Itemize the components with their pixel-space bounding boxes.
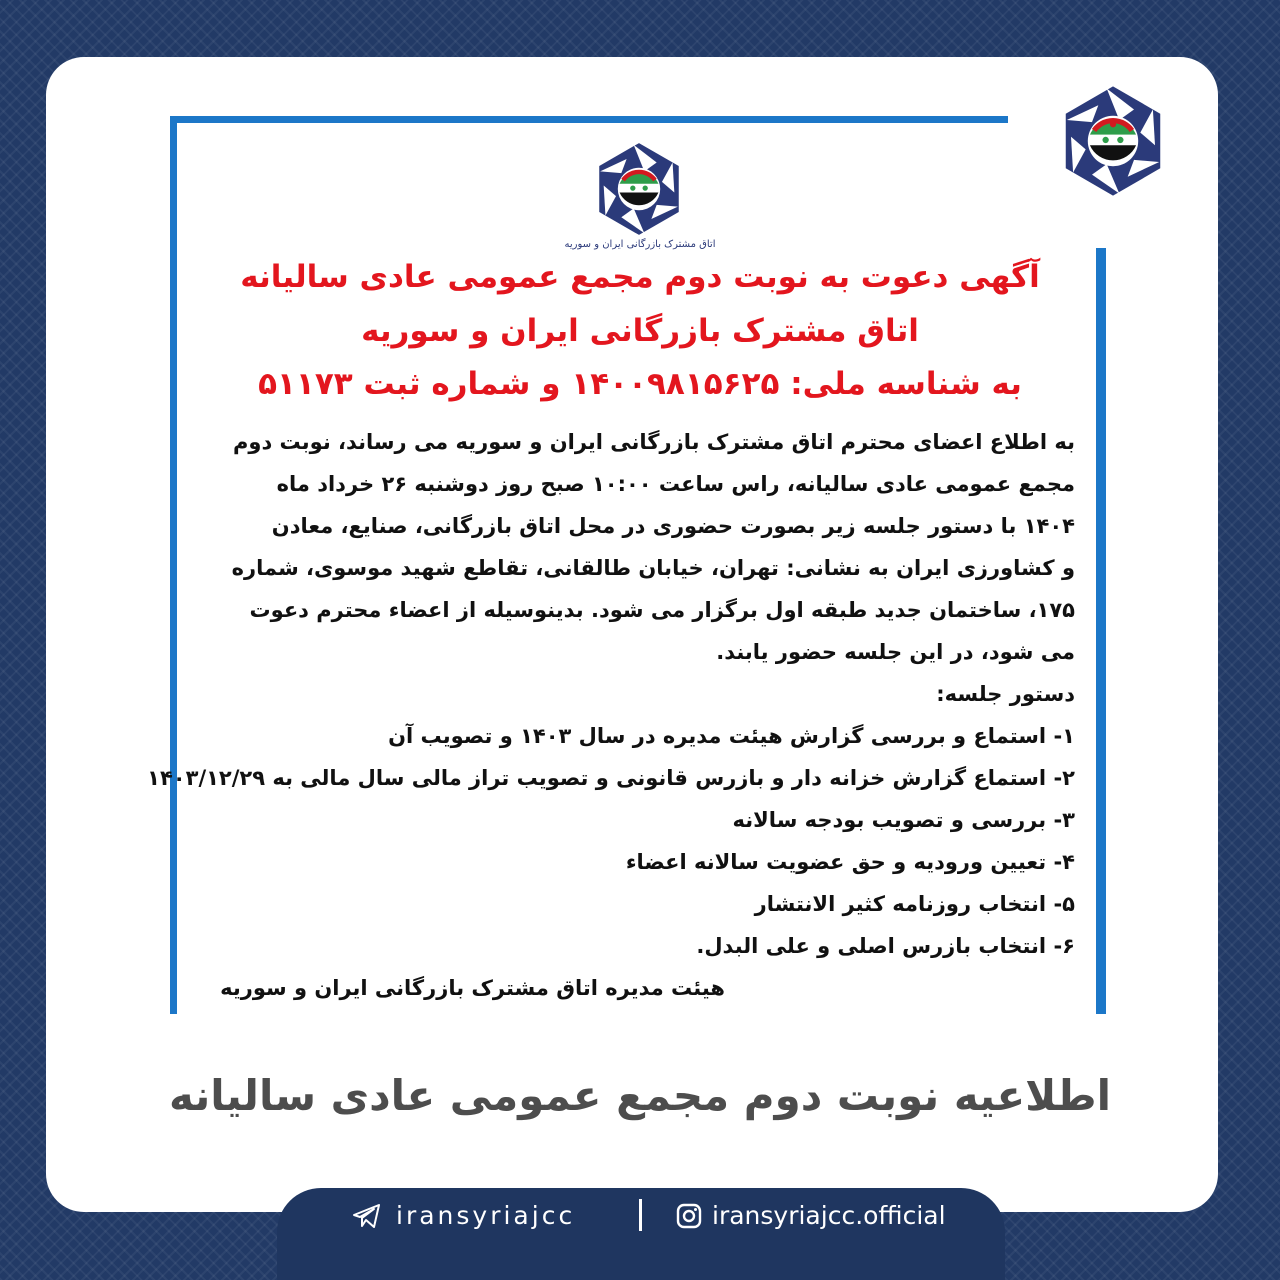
footer-separator — [639, 1199, 642, 1231]
body-line-1: به اطلاع اعضای محترم اتاق مشترک بازرگانی ایران و سوریه می رساند، نوبت دوم — [233, 430, 1075, 454]
body-line-3: ۱۴۰۴ با دستور جلسه زیر بصورت حضوری در محل اتاق بازرگانی، صنایع، معادن — [271, 514, 1075, 538]
logo-caption: اتاق مشترک بازرگانی ایران و سوریه — [564, 239, 716, 250]
frame-left-border — [170, 116, 177, 1014]
agenda-item-1: ۱- استماع و بررسی گزارش هیئت مدیره در سال ۱۴۰۳ و تصویب آن — [388, 724, 1075, 748]
telegram-link[interactable] — [352, 1198, 575, 1234]
agenda-heading: دستور جلسه: — [936, 682, 1075, 706]
instagram-link[interactable] — [676, 1198, 946, 1234]
frame-top-border — [170, 116, 1008, 123]
body-line-6: می شود، در این جلسه حضور یابند. — [716, 640, 1075, 664]
signature-line: هیئت مدیره اتاق مشترک بازرگانی ایران و سوریه — [220, 976, 725, 1000]
instagram-icon — [676, 1203, 702, 1229]
agenda-item-5: ۵- انتخاب روزنامه کثیر الانتشار — [754, 892, 1075, 916]
chamber-logo-icon — [1050, 83, 1176, 199]
announcement-title-line-1: آگهی دعوت به نوبت دوم مجمع عمومی عادی سالیانه — [240, 259, 1040, 295]
agenda-item-3: ۳- بررسی و تصویب بودجه سالانه — [732, 808, 1075, 832]
body-line-5: ۱۷۵، ساختمان جدید طبقه اول برگزار می شود. بدینوسیله از اعضاء محترم دعوت — [249, 598, 1075, 622]
body-line-4: و کشاورزی ایران به نشانی: تهران، خیابان طالقانی، تقاطع شهید موسوی، شماره — [231, 556, 1075, 580]
post-caption: اطلاعیه نوبت دوم مجمع عمومی عادی سالیانه — [169, 1071, 1111, 1120]
telegram-icon — [352, 1203, 382, 1229]
agenda-item-6: ۶- انتخاب بازرس اصلی و علی البدل. — [696, 934, 1075, 958]
instagram-handle: iransyriajcc.official — [712, 1201, 946, 1230]
telegram-handle: iransyriajcc — [396, 1201, 576, 1230]
agenda-item-4: ۴- تعیین ورودیه و حق عضویت سالانه اعضاء — [625, 850, 1075, 874]
announcement-title-line-2: اتاق مشترک بازرگانی ایران و سوریه — [361, 313, 919, 349]
frame-right-border — [1096, 248, 1106, 1014]
inner-chamber-logo-icon — [586, 139, 692, 239]
body-line-2: مجمع عمومی عادی سالیانه، راس ساعت ۱۰:۰۰ صبح روز دوشنبه ۲۶ خرداد ماه — [276, 472, 1075, 496]
announcement-title-line-3: به شناسه ملی: ۱۴۰۰۹۸۱۵۶۲۵ و شماره ثبت ۵۱۱۷۳ — [258, 366, 1022, 402]
agenda-item-2: ۲- استماع گزارش خزانه دار و بازرس قانونی و تصویب تراز مالی سال مالی به ۱۴۰۳/۱۲/۲۹ — [147, 766, 1075, 790]
